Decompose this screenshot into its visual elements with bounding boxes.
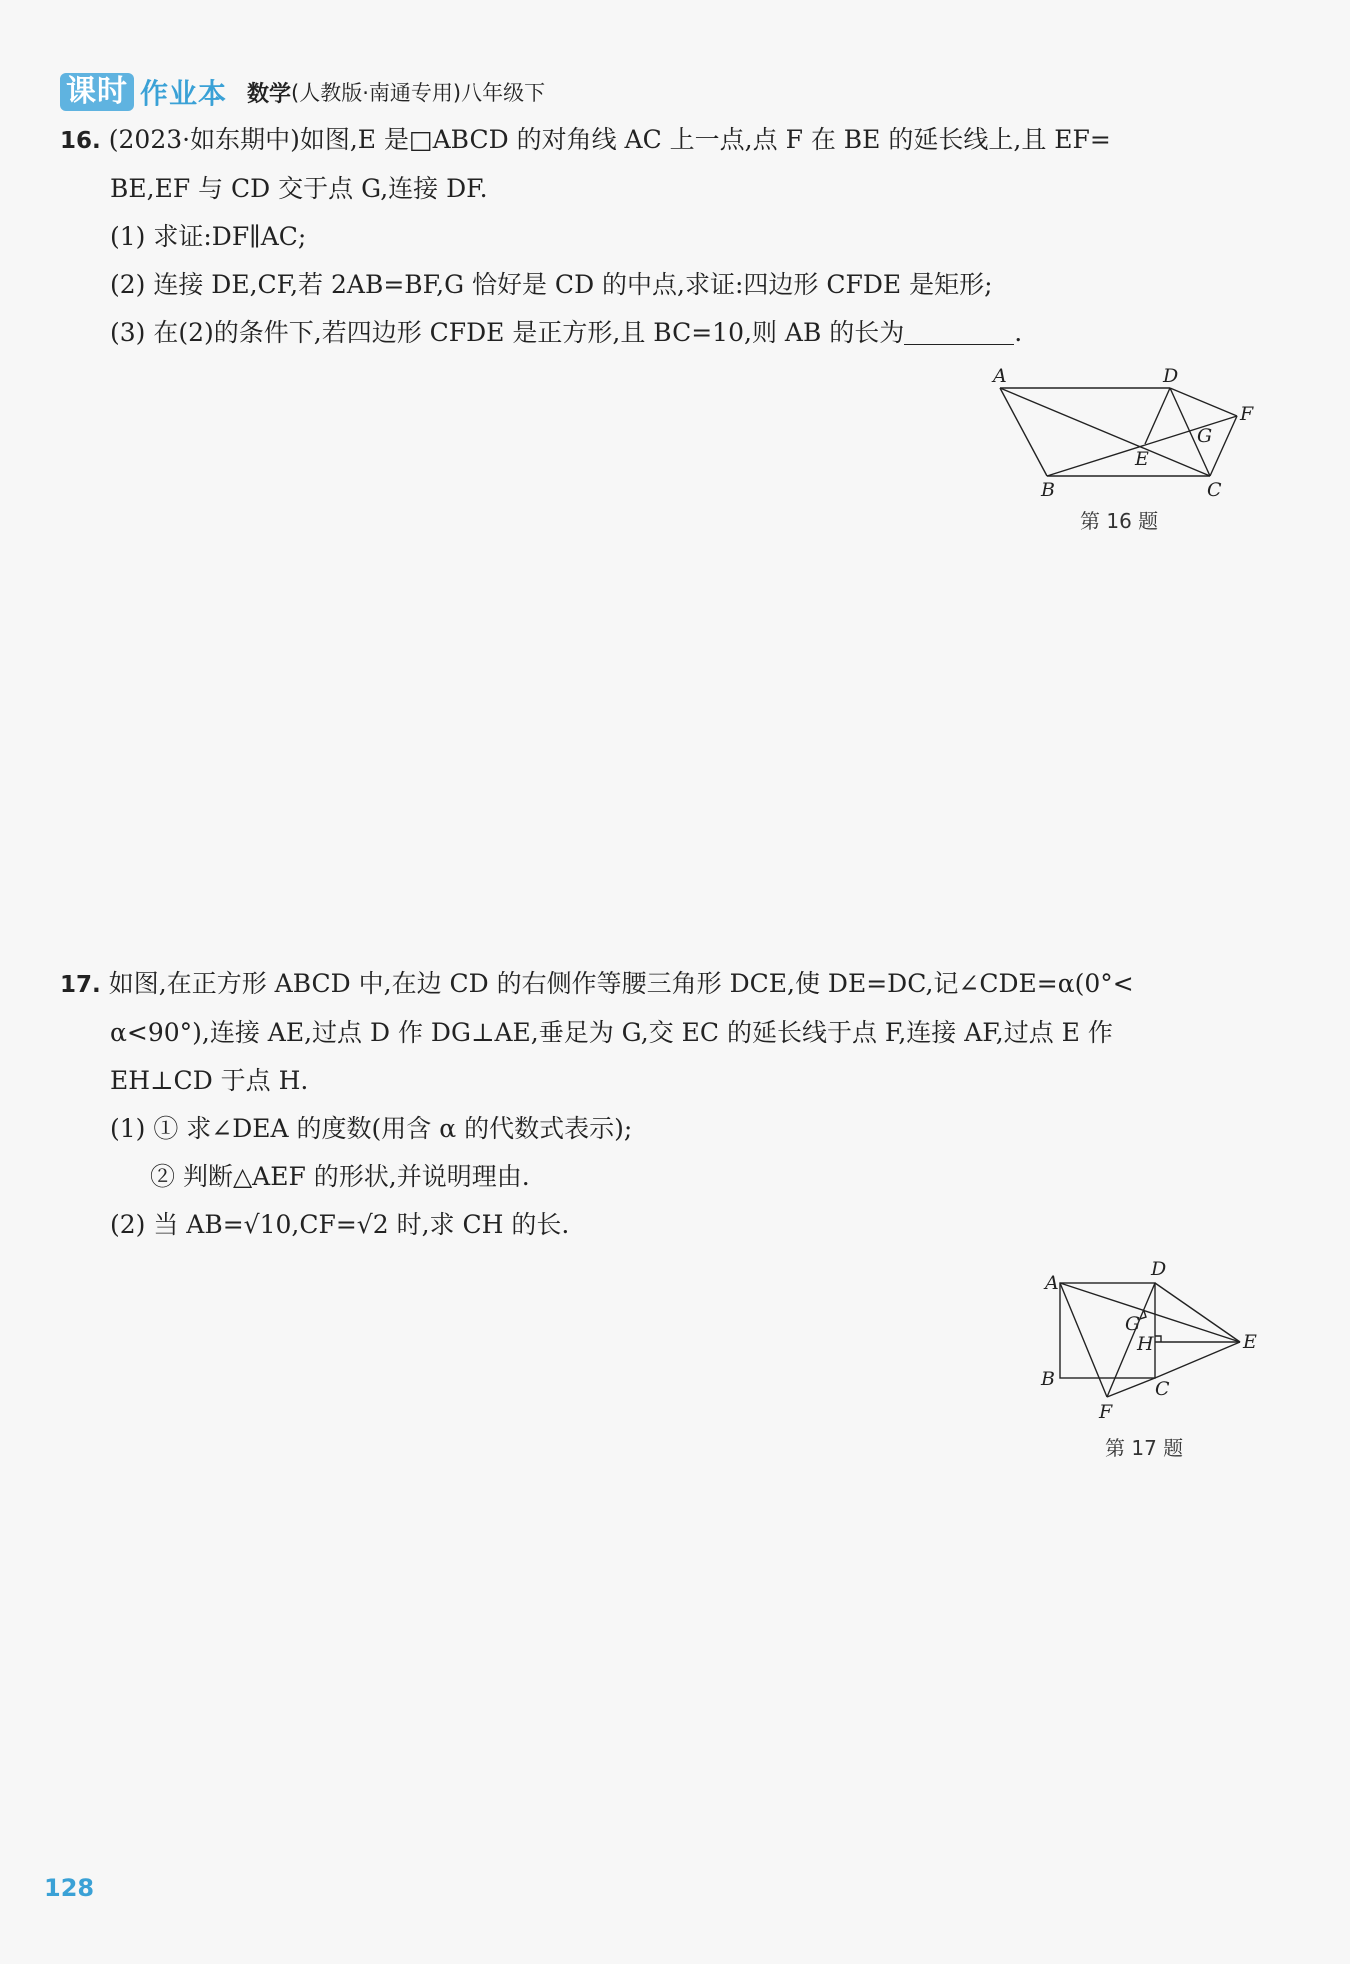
answer-blank[interactable] xyxy=(904,320,1014,345)
page-header xyxy=(60,72,545,112)
problem-text: (2023·如东期中)如图,E 是□ABCD 的对角线 AC 上一点,点 F 在 BE 的延长线上,且 EF= xyxy=(108,125,1111,154)
figure-16-diagram xyxy=(985,360,1265,500)
edition-label: (人教版·南通专用)八年级下 xyxy=(291,81,546,105)
figure-16 xyxy=(985,360,1265,504)
point-label-E: E xyxy=(1243,1331,1257,1353)
problem-17-question-1a: (1) ① 求∠DEA 的度数(用含 α 的代数式表示); xyxy=(110,1114,633,1143)
series-logo: 课时 xyxy=(60,73,134,111)
point-label-C: C xyxy=(1207,479,1222,500)
problem-16 xyxy=(60,116,1270,357)
question-text: (3) 在(2)的条件下,若四边形 CFDE 是正方形,且 BC=10,则 AB 的长为 xyxy=(110,318,905,347)
problem-16-statement-line-1 xyxy=(60,116,1270,165)
problem-17-question-2: (2) 当 AB=√10,CF=√2 时,求 CH 的长. xyxy=(110,1210,570,1239)
problem-17 xyxy=(60,960,1270,1249)
problem-16-question-2: (2) 连接 DE,CF,若 2AB=BF,G 恰好是 CD 的中点,求证:四边形 CFDE 是矩形; xyxy=(110,270,993,299)
point-label-A: A xyxy=(1045,1272,1059,1294)
problem-number: 17. xyxy=(60,972,101,998)
point-label-D: D xyxy=(1163,365,1179,387)
point-label-C: C xyxy=(1155,1378,1170,1400)
point-label-B: B xyxy=(1041,479,1055,500)
problem-17-question-1b: ② 判断△AEF 的形状,并说明理由. xyxy=(150,1162,530,1191)
series-title: 作业本 xyxy=(140,77,228,110)
figure-17-diagram xyxy=(1035,1255,1265,1425)
problem-17-statement-line-1 xyxy=(60,960,1270,1009)
figure-17 xyxy=(1035,1255,1265,1429)
problem-16-statement-line-2: BE,EF 与 CD 交于点 G,连接 DF. xyxy=(110,174,488,203)
point-label-D: D xyxy=(1151,1258,1167,1280)
point-label-F: F xyxy=(1099,1401,1113,1423)
point-label-B: B xyxy=(1041,1368,1055,1390)
problem-17-statement-line-3: EH⊥CD 于点 H. xyxy=(110,1066,309,1095)
point-label-E: E xyxy=(1135,448,1149,470)
page-number: 128 xyxy=(44,1874,95,1902)
question-end: . xyxy=(1014,318,1023,347)
problem-number: 16. xyxy=(60,128,101,154)
problem-text: 如图,在正方形 ABCD 中,在边 CD 的右侧作等腰三角形 DCE,使 DE=DC,记∠CDE=α(0°< xyxy=(108,969,1134,998)
problem-17-statement-line-2: α<90°),连接 AE,过点 D 作 DG⊥AE,垂足为 G,交 EC 的延长线于点 F,连接 AF,过点 E 作 xyxy=(110,1018,1113,1047)
subject-label: 数学 xyxy=(247,81,292,107)
figure-16-caption: 第 16 题 xyxy=(1080,509,1159,533)
point-label-G: G xyxy=(1125,1313,1141,1335)
figure-17-caption: 第 17 题 xyxy=(1105,1436,1184,1460)
point-label-A: A xyxy=(993,365,1007,387)
point-label-F: F xyxy=(1240,403,1254,425)
point-label-H: H xyxy=(1137,1333,1154,1355)
problem-16-question-3 xyxy=(60,309,1270,357)
problem-16-question-1: (1) 求证:DF∥AC; xyxy=(110,222,307,251)
point-label-G: G xyxy=(1197,425,1213,447)
